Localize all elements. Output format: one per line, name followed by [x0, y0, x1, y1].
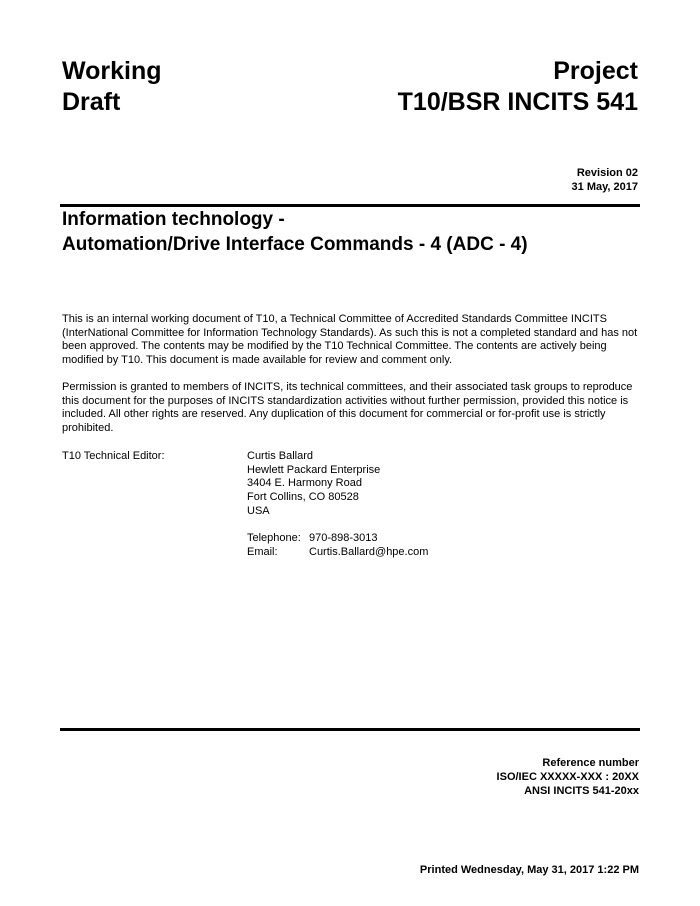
- permission-paragraph: Permission is granted to members of INCITS, its technical committees, and their associated task groups to reproduce this document for the purposes of INCITS standardization activities without further permission, provided this notice is included. All other rights are reserved. Any duplication of this document for commercial or for-profit use is strictly prohibited.: [62, 381, 633, 435]
- project-id: T10/BSR INCITS 541: [397, 88, 638, 116]
- reference-label: Reference number: [542, 757, 639, 769]
- reference-iso: ISO/IEC XXXXX-XXX : 20XX: [496, 771, 639, 783]
- project-label: Project: [553, 57, 638, 85]
- editor-company: Hewlett Packard Enterprise: [247, 463, 381, 476]
- editor-street: 3404 E. Harmony Road: [247, 477, 362, 490]
- telephone-value: 970-898-3013: [309, 532, 378, 544]
- email-row: [247, 546, 428, 560]
- editor-label: T10 Technical Editor:: [62, 450, 165, 462]
- printed-timestamp: Printed Wednesday, May 31, 2017 1:22 PM: [419, 864, 639, 876]
- project-heading: [398, 56, 638, 118]
- editor-country: USA: [247, 504, 270, 517]
- reference-divider: [60, 728, 640, 731]
- editor-address: [247, 450, 380, 519]
- telephone-row: [247, 532, 428, 546]
- revision-block: [572, 166, 638, 194]
- telephone-label: Telephone:: [247, 532, 301, 544]
- intro-paragraph: This is an internal working document of T10, a Technical Committee of Accredited Standards Committee INCITS (InterNational Committee for Information Technology Standards). As such this is not a completed standard and has not been approved. The contents may be modified by the T10 Technical Committee. The contents are actively being modified by T10. This document is made available for review and comment only.: [62, 313, 638, 367]
- editor-contact: [247, 532, 428, 559]
- doc-status-line1: Working: [62, 57, 162, 85]
- revision-label: Revision 02: [576, 167, 638, 179]
- title-line2: Automation/Drive Interface Commands - 4 (ADC - 4): [62, 234, 528, 255]
- reference-block: [497, 756, 639, 798]
- doc-status-line2: Draft: [62, 88, 121, 116]
- email-label: Email:: [247, 545, 278, 558]
- editor-city: Fort Collins, CO 80528: [247, 491, 359, 504]
- email-value: Curtis.Ballard@hpe.com: [309, 545, 429, 558]
- reference-ansi: ANSI INCITS 541-20xx: [524, 785, 639, 797]
- document-title: [62, 207, 528, 257]
- doc-status-heading: [62, 56, 162, 118]
- title-line1: Information technology -: [62, 209, 285, 230]
- editor-name: Curtis Ballard: [247, 450, 314, 462]
- revision-date: 31 May, 2017: [571, 181, 638, 193]
